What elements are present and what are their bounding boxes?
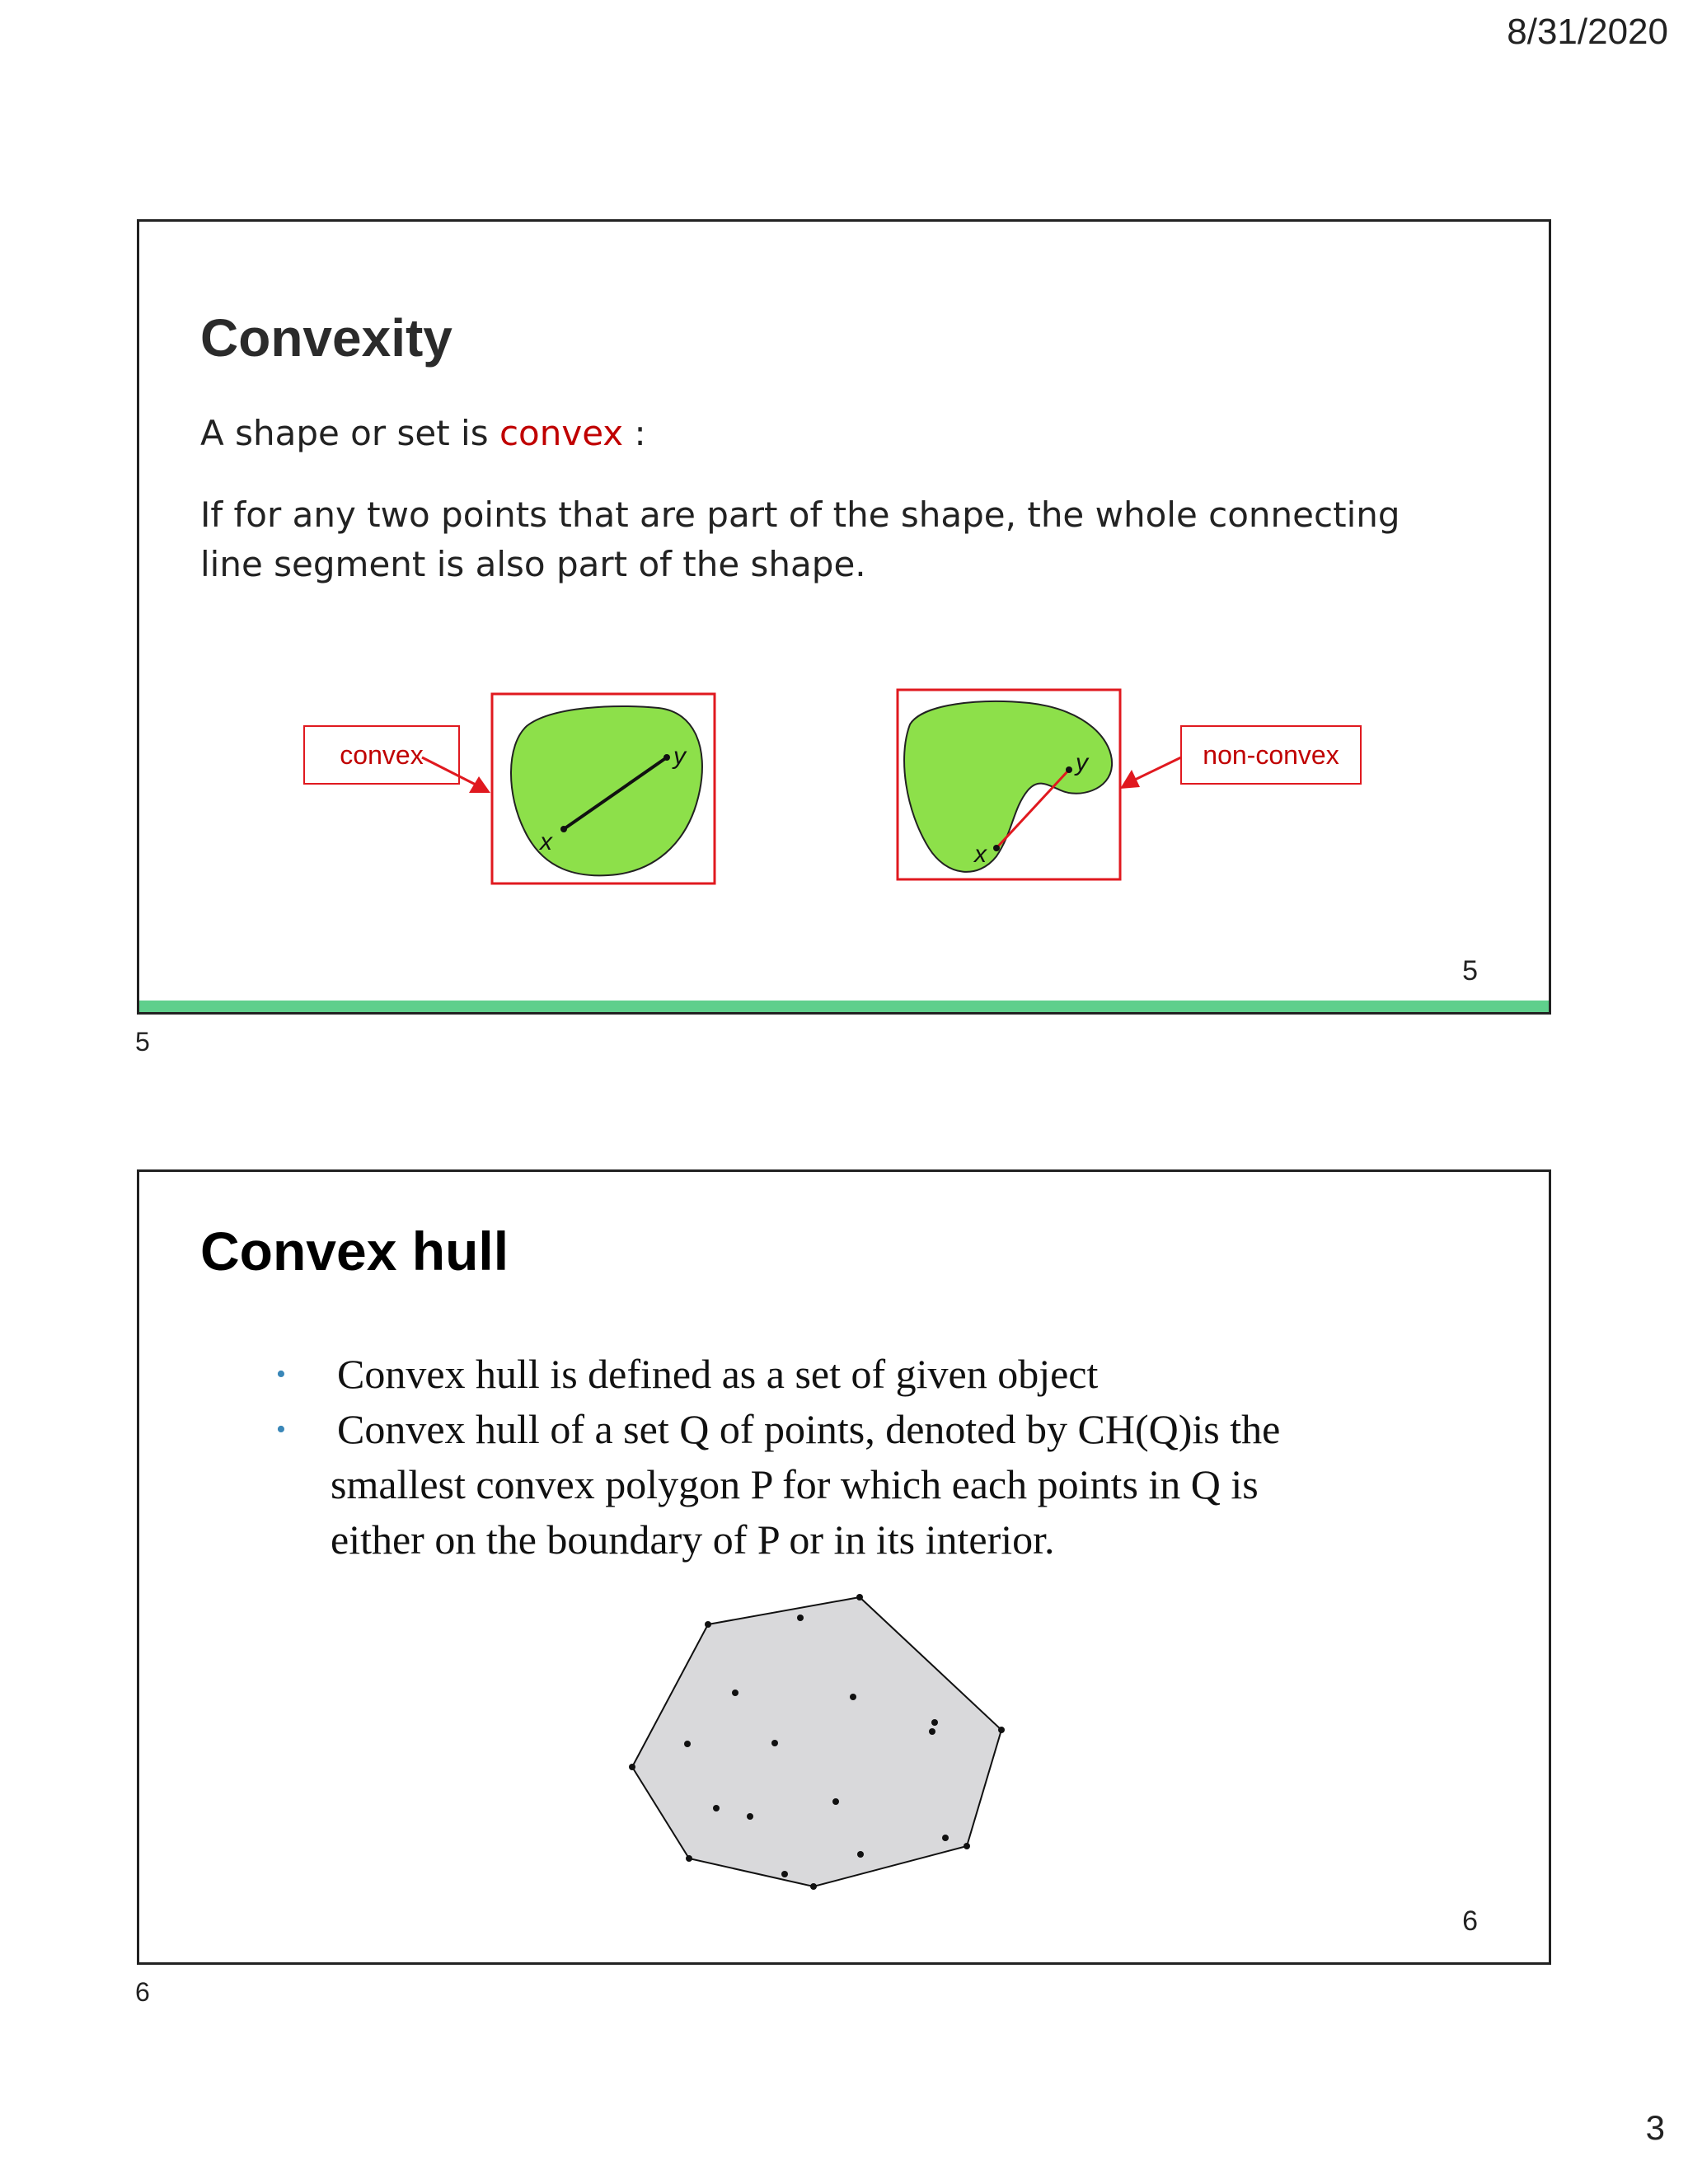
intro-suffix: : [623, 413, 646, 453]
convex-point-y [663, 754, 670, 761]
nonconvex-label-x: x [974, 841, 987, 868]
interior-point [929, 1728, 935, 1735]
slide-number: 5 [1462, 955, 1478, 987]
hull-vertex [856, 1594, 863, 1601]
bullet-text: Convex hull is defined as a set of given object [337, 1351, 1099, 1397]
slide-convexity [137, 219, 1551, 1015]
interior-point [747, 1813, 753, 1820]
convex-label-y: y [673, 743, 686, 770]
convex-arrowhead [469, 776, 490, 793]
intro-prefix: A shape or set is [200, 413, 499, 453]
slide-title: Convex hull [200, 1221, 509, 1282]
slide-label-below: 6 [135, 1977, 150, 2007]
interior-point [850, 1694, 856, 1700]
interior-point [732, 1690, 738, 1696]
interior-point [771, 1740, 778, 1746]
interior-point [797, 1615, 804, 1621]
bullet-dot-icon: • [276, 1414, 286, 1445]
convex-label-x: x [540, 828, 552, 855]
slide-number: 6 [1462, 1905, 1478, 1937]
interior-point [931, 1719, 938, 1726]
nonconvex-point-x [993, 845, 1000, 851]
hull-vertex [810, 1883, 817, 1890]
interior-point [684, 1741, 691, 1747]
convex-point-x [560, 826, 567, 832]
slide-title: Convexity [200, 308, 452, 368]
intro-highlight: convex [499, 413, 624, 453]
interior-point [857, 1851, 864, 1858]
bullet-continuation: either on the boundary of P or in its interior. [331, 1516, 1055, 1563]
interior-point [781, 1871, 788, 1877]
bullet-text: Convex hull of a set Q of points, denoted by CH(Q)is the [337, 1406, 1281, 1452]
hull-vertex [705, 1621, 711, 1628]
hull-vertex [998, 1727, 1005, 1733]
convexity-figure [139, 222, 1549, 1013]
nonconvex-label: non-convex [1203, 740, 1339, 770]
convex-hull-figure [139, 1172, 1549, 1963]
hull-vertex [964, 1843, 970, 1849]
slide-convex-hull [137, 1169, 1551, 1965]
interior-point [713, 1805, 720, 1811]
bullet-dot-icon: • [276, 1359, 286, 1390]
hull-vertex [629, 1764, 635, 1770]
nonconvex-arrow [1133, 757, 1181, 780]
definition-text: If for any two points that are part of the shape, the whole connecting line segment is also part of the shape. [200, 494, 1400, 584]
hull-vertex [686, 1855, 692, 1862]
page-number: 3 [1645, 2108, 1665, 2147]
slide-bottom-bar [139, 1001, 1549, 1012]
page-date: 8/31/2020 [1507, 12, 1668, 52]
interior-point [832, 1798, 839, 1805]
slide-label-below: 5 [135, 1027, 150, 1057]
bullet-continuation: smallest convex polygon P for which each points in Q is [331, 1461, 1259, 1507]
interior-point [942, 1835, 949, 1841]
nonconvex-point-y [1066, 766, 1072, 773]
nonconvex-label-y: y [1076, 749, 1088, 776]
convex-label: convex [340, 740, 424, 770]
